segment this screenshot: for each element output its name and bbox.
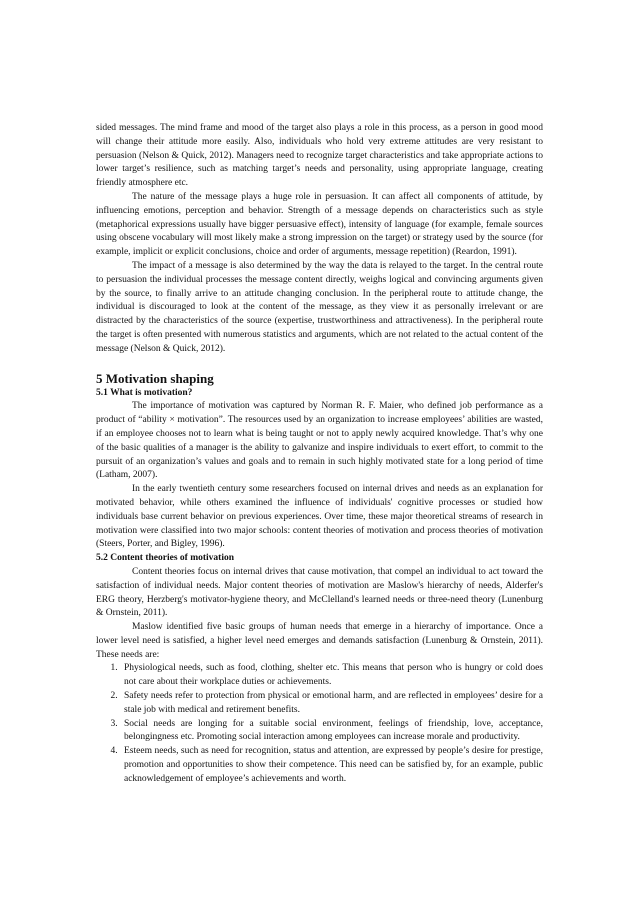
list-item: 3. Social needs are longing for a suitable social environment, feelings of friendship, love, acceptance, belongingness etc. Promoting social interaction among employees can increase morale and productivity. bbox=[120, 718, 543, 746]
needs-list bbox=[96, 662, 543, 786]
body-paragraph: The impact of a message is also determined by the way the data is relayed to the target. In the central route to persuasion the individual processes the message content directly, weighs logical and convincing arguments given by the source, to finally arrive to an attitude changing conclusion. In the peripheral route to attitude change, the individual is discouraged to look at the content of the message, as they view it as personally irrelevant or are distracted by the characteristics of the source (expertise, trustworthiness and attractiveness). In the peripheral route the target is often presented with numerous statistics and arguments, which are not related to the actual content of the message (Nelson & Quick, 2012). bbox=[96, 260, 543, 354]
list-item: 2. Safety needs refer to protection from physical or emotional harm, and are reflected in employees’ desire for a stale job with medical and retirement benefits. bbox=[120, 690, 543, 718]
subsection-heading: 5.1 What is motivation? bbox=[96, 387, 193, 398]
body-paragraph: Content theories focus on internal drives that cause motivation, that compel an individual to act toward the satisfaction of individual needs. Major content theories of motivation are Maslow's hierarchy of needs, Alderfer's ERG theory, Herzberg's motivator-hygiene theory, and McClelland's learned needs or three-need theory (Lunenburg & Ornstein, 2011). bbox=[96, 566, 543, 619]
document-page bbox=[96, 122, 543, 787]
list-item: 1. Physiological needs, such as food, clothing, shelter etc. This means that person who is hungry or cold does not care about their workplace duties or achievements. bbox=[120, 662, 543, 690]
body-paragraph: In the early twentieth century some researchers focused on internal drives and needs as an explanation for motivated behavior, while others examined the influence of individuals' cognitive processes or studied how individuals base current behavior on previous experiences. Over time, these major theoretical streams of research in motivation were classified into two major schools: content theories of motivation and process theories of motivation (Steers, Porter, and Bigley, 1996). bbox=[96, 484, 543, 550]
body-paragraph: Maslow identified five basic groups of human needs that emerge in a hierarchy of importance. Once a lower level need is satisfied, a higher level need emerges and demands satisfaction (Lunenburg & Ornstein, 2011). These needs are: bbox=[96, 622, 543, 660]
subsection-heading: 5.2 Content theories of motivation bbox=[96, 553, 234, 564]
body-paragraph: The importance of motivation was captured by Norman R. F. Maier, who defined job performance as a product of “ability × motivation”. The resources used by an organization to increase employees’ abilities are wasted, if an employee chooses not to learn what is being taught or not to apply newly acquired knowledge. That’s why one of the basic qualities of a manager is the ability to galvanize and inspire individuals to exert effort, to commit to the pursuit of an organization’s values and goals and to remain in such highly motivated state for a long period of time (Latham, 2007). bbox=[96, 401, 543, 481]
body-paragraph: sided messages. The mind frame and mood of the target also plays a role in this process, as a person in good mood will change their attitude more easily. Also, individuals who hold very extreme attitudes are very resistant to persuasion (Nelson & Quick, 2012). Managers need to recognize target characteristics and take appropriate actions to lower target’s resilience, such as matching target’s needs and personality, using appropriate language, creating friendly atmosphere etc. bbox=[96, 123, 543, 189]
section-heading: 5 Motivation shaping bbox=[96, 370, 214, 386]
list-item: 4. Esteem needs, such as need for recognition, status and attention, are expressed by people’s desire for prestige, promotion and opportunities to show their competence. This need can be satisfied by, for an example, public acknowledgement of employee’s achievements and worth. bbox=[120, 745, 543, 786]
body-paragraph: The nature of the message plays a huge role in persuasion. It can affect all components of attitude, by influencing emotions, perception and behavior. Strength of a message depends on characteristics such as style (metaphorical expressions usually have bigger persuasive effect), intensity of language (for example, female sources using obscene vocabulary will most likely make a strong impression on the target) or strategy used by the source (for example, implicit or explicit conclusions, choice and order of arguments, message repetition) (Reardon, 1991). bbox=[96, 191, 543, 258]
